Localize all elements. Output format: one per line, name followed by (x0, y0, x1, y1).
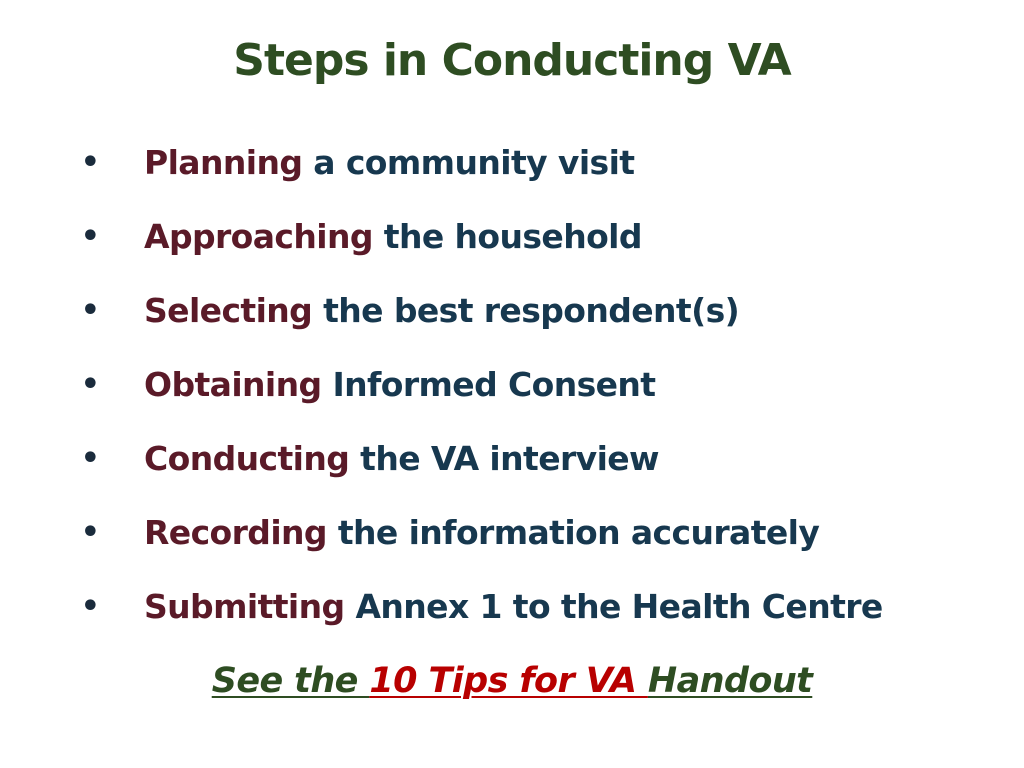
handout-reference (0, 650, 1024, 712)
bullet-text (144, 278, 739, 344)
handout-prefix: See the (211, 661, 370, 701)
bullet-text (144, 204, 642, 270)
bullet-keyword: Selecting (144, 291, 313, 330)
handout-suffix: Handout (647, 661, 813, 701)
handout-highlight: 10 Tips for VA (369, 661, 648, 701)
bullet-text (144, 352, 655, 418)
bullet-item (0, 204, 1024, 278)
bullet-text (144, 130, 634, 196)
bullet-item (0, 574, 1024, 648)
bullet-icon: • (80, 441, 100, 476)
bullet-icon: • (80, 145, 100, 180)
bullet-item (0, 500, 1024, 574)
bullet-icon: • (80, 367, 100, 402)
bullet-rest: Informed Consent (321, 365, 656, 404)
bullet-item (0, 278, 1024, 352)
bullet-icon: • (80, 589, 100, 624)
bullet-icon: • (80, 515, 100, 550)
bullet-list (0, 130, 1024, 648)
bullet-keyword: Approaching (144, 217, 373, 256)
bullet-rest: the household (372, 217, 642, 256)
bullet-text (144, 500, 819, 566)
bullet-keyword: Planning (144, 143, 303, 182)
bullet-rest: a community visit (302, 143, 635, 182)
slide-title: Steps in Conducting VA (233, 35, 791, 86)
bullet-rest: the best respondent(s) (312, 291, 740, 330)
bullet-rest: the information accurately (326, 513, 820, 552)
bullet-icon: • (80, 219, 100, 254)
bullet-text (144, 426, 659, 492)
bullet-icon: • (80, 293, 100, 328)
bullet-item (0, 130, 1024, 204)
bullet-keyword: Conducting (144, 439, 350, 478)
bullet-rest: Annex 1 to the Health Centre (344, 587, 883, 626)
bullet-rest: the VA interview (349, 439, 659, 478)
bullet-keyword: Recording (144, 513, 327, 552)
bullet-item (0, 426, 1024, 500)
bullet-item (0, 352, 1024, 426)
bullet-keyword: Submitting (144, 587, 345, 626)
bullet-text (144, 574, 883, 640)
bullet-keyword: Obtaining (144, 365, 322, 404)
